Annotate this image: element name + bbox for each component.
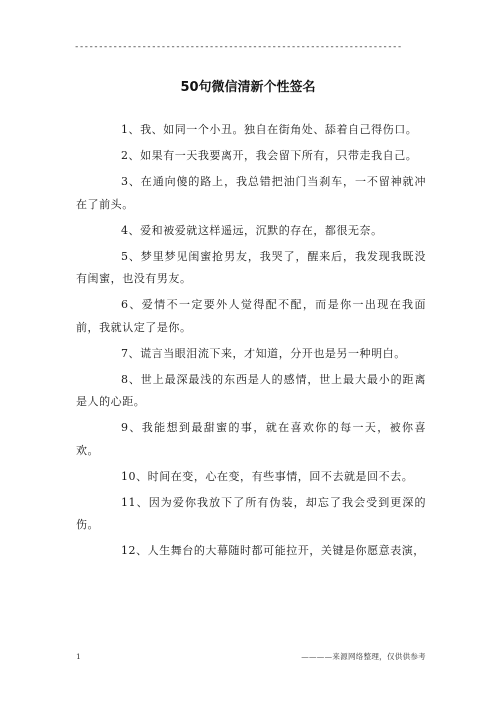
- list-item: 10、时间在变，心在变，有些事情，回不去就是回不去。: [121, 469, 414, 483]
- list-item: 9、我能想到最甜蜜的事，就在喜欢你的每一天，被你喜欢。: [76, 421, 426, 457]
- list-item: 1、我、如同一个小丑。独自在街角处、舔着自己得伤口。: [121, 123, 418, 136]
- list-item: 7、谎言当眼泪流下来，才知道，分开也是另一种明白。: [121, 346, 406, 360]
- list-item: 12、人生舞台的大幕随时都可能拉开，关键是你愿意表演，: [121, 544, 425, 557]
- header-dashed-rule: --------------------------------------------------------------------: [74, 42, 402, 52]
- source-note: ————来源网络整理，仅供供参考: [301, 652, 426, 661]
- page-footer: [76, 649, 426, 665]
- list-item: 11、因为爱你我放下了所有伪装，却忘了我会受到更深的伤。: [76, 495, 426, 531]
- list-item: 3、在通向傻的路上，我总错把油门当刹车，一不留神就冲在了前头。: [76, 175, 426, 211]
- list-item: 2、如果有一天我要离开，我会留下所有，只带走我自己。: [121, 149, 418, 162]
- document-title: 50句微信清新个性签名: [180, 80, 316, 95]
- list-item: 5、梦里梦见闺蜜抢男友，我哭了，醒来后，我发现我既没有闺蜜，也没有男友。: [76, 249, 426, 285]
- list-item: 4、爱和被爱就这样遥远，沉默的存在，都很无奈。: [121, 223, 383, 237]
- list-item: 6、爱情不一定要外人觉得配不配，而是你一出现在我面前，我就认定了是你。: [76, 298, 426, 334]
- list-item: 8、世上最深最浅的东西是人的感情，世上最大最小的距离是人的心距。: [76, 372, 426, 408]
- page-number: 1: [76, 652, 81, 661]
- signature-list: [76, 119, 426, 566]
